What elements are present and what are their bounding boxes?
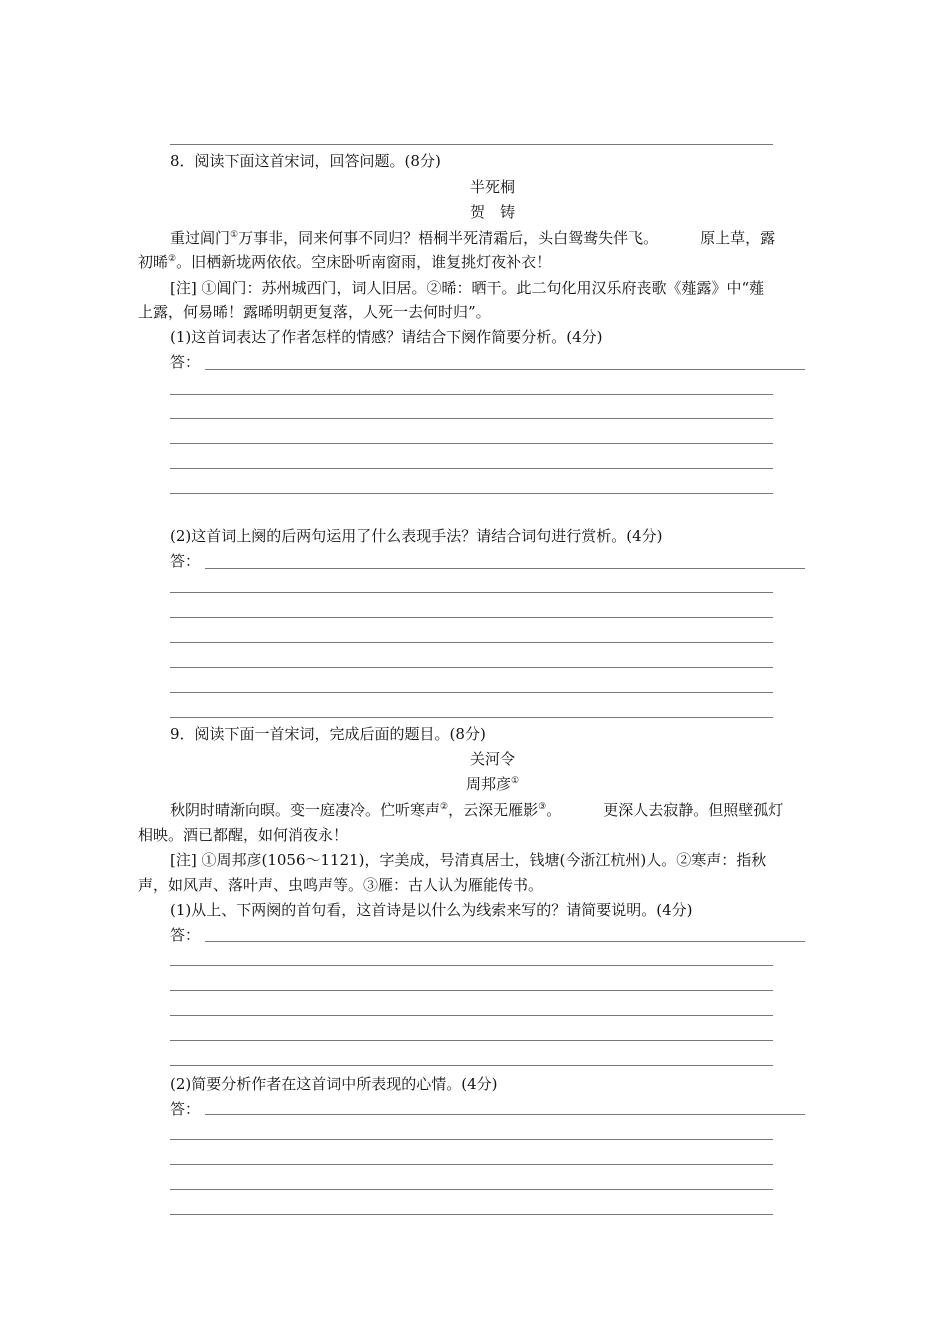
footnote: 上露，何易晞！露晞明朝更复落，人死一去何时归”。: [138, 303, 491, 321]
answer-line[interactable]: [170, 1015, 773, 1016]
answer-line[interactable]: [170, 1189, 773, 1190]
answer-line[interactable]: [170, 642, 773, 643]
answer-line[interactable]: [170, 468, 773, 469]
poem-author: 周邦彦①: [465, 775, 520, 793]
answer-label: 答：: [170, 353, 201, 371]
poem-body-line: 重过阊门①万事非，同来何事不同归？梧桐半死清霜后，头白鸳鸯失伴飞。 原上草，露: [170, 229, 776, 247]
answer-line[interactable]: [170, 493, 773, 494]
answer-line[interactable]: [170, 1214, 773, 1215]
footnote: [注] ①阊门：苏州城西门，词人旧居。②晞：晒干。此二句化用汉乐府丧歌《薤露》中“薤: [170, 279, 765, 297]
poem-body-line: 相映。酒已都醒，如何消夜永！: [138, 826, 349, 844]
answer-line[interactable]: [170, 692, 773, 693]
answer-line[interactable]: [205, 1114, 805, 1115]
answer-line[interactable]: [170, 443, 773, 444]
answer-line[interactable]: [170, 592, 773, 593]
poem-body-line: 初晞②。旧栖新垅两依依。空床卧听南窗雨，谁复挑灯夜补衣！: [138, 253, 552, 271]
answer-line[interactable]: [170, 717, 773, 718]
answer-line[interactable]: [205, 369, 805, 370]
answer-line[interactable]: [170, 1065, 773, 1066]
sub-question: (1)从上、下两阕的首句看，这首诗是以什么为线索来写的？请简要说明。(4分): [170, 901, 693, 919]
answer-line[interactable]: [170, 990, 773, 991]
sub-question: (2)简要分析作者在这首词中所表现的心情。(4分): [170, 1075, 498, 1093]
poem-title: 半死桐: [469, 178, 515, 196]
poem-author: 贺 铸: [469, 203, 515, 221]
sub-question: (1)这首词表达了作者怎样的情感？请结合下阕作简要分析。(4分): [170, 328, 603, 346]
answer-label: 答：: [170, 1100, 201, 1118]
footnote: [注] ①周邦彦(1056～1121)，字美成，号清真居士，钱塘(今浙江杭州)人。②寒声：指秋: [170, 851, 767, 869]
poem-title: 关河令: [469, 750, 515, 768]
question-9-header: 9．阅读下面一首宋词，完成后面的题目。(8分): [170, 725, 486, 743]
answer-line[interactable]: [170, 1164, 773, 1165]
answer-line[interactable]: [170, 1139, 773, 1140]
answer-label: 答：: [170, 552, 201, 570]
poem-body-line: 秋阴时晴渐向暝。变一庭凄冷。伫听寒声②，云深无雁影③。 更深人去寂静。但照壁孤灯: [170, 801, 784, 819]
answer-line[interactable]: [170, 617, 773, 618]
answer-line[interactable]: [170, 1040, 773, 1041]
question-8-header: 8．阅读下面这首宋词，回答问题。(8分): [170, 152, 441, 170]
sub-question: (2)这首词上阕的后两句运用了什么表现手法？请结合词句进行赏析。(4分): [170, 527, 663, 545]
answer-line[interactable]: [205, 568, 805, 569]
answer-line: [170, 144, 773, 145]
answer-label: 答：: [170, 926, 201, 944]
answer-line[interactable]: [170, 965, 773, 966]
answer-line[interactable]: [170, 418, 773, 419]
footnote: 声，如风声、落叶声、虫鸣声等。③雁：古人认为雁能传书。: [138, 876, 544, 894]
answer-line[interactable]: [170, 667, 773, 668]
answer-line[interactable]: [205, 941, 805, 942]
answer-line[interactable]: [170, 394, 773, 395]
